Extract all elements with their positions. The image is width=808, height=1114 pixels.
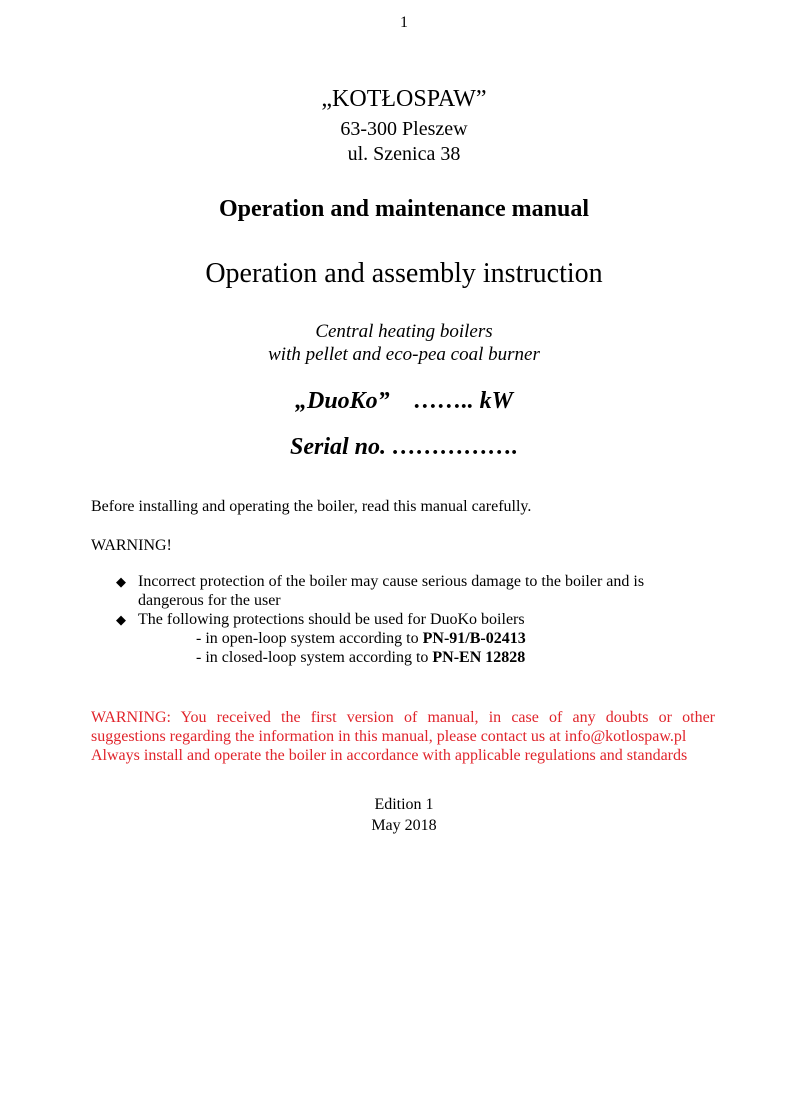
list-item-line: dangerous for the user [138,592,281,609]
edition-date: May 2018 [371,817,437,834]
model-power: …….. kW [413,388,514,414]
warning-label: WARNING! [91,537,172,554]
red-warning-line-1: WARNING: You received the first version of manual, in case of any doubts or other [91,709,715,726]
model-line [0,388,808,415]
sub-list-item [138,648,716,667]
sub-item-text: - in closed-loop system according to [196,649,433,666]
list-item-line: The following protections should be used for DuoKo boilers [138,611,525,628]
page-number: 1 [400,14,408,31]
list-item [116,572,716,610]
diamond-bullet-icon: ◆ [116,574,126,589]
subtitle-line-2: with pellet and eco-pea coal burner [268,344,540,365]
company-name: „KOTŁOSPAW” [321,86,487,112]
standard-code: PN-EN 12828 [432,649,526,666]
red-warning-line-3: Always install and operate the boiler in accordance with applicable regulations and standards [91,747,688,764]
sub-list-item [138,629,716,648]
protection-list [116,572,716,667]
edition: Edition 1 [374,796,434,813]
red-warning-notice [91,708,715,765]
subtitle-line-1: Central heating boilers [315,321,493,342]
list-item-line: Incorrect protection of the boiler may cause serious damage to the boiler and is [138,573,645,590]
list-item [116,610,716,667]
main-title: Operation and maintenance manual [218,196,590,222]
red-warning-line-2: suggestions regarding the information in this manual, please contact us at info@kotlospaw.pl [91,728,687,745]
secondary-title: Operation and assembly instruction [205,258,603,289]
intro-text: Before installing and operating the boiler, read this manual carefully. [91,498,532,515]
address-line-1: 63-300 Pleszew [340,118,468,140]
address-line-2: ul. Szenica 38 [347,143,461,165]
serial-number: Serial no. ……………. [289,434,519,460]
model-name: „DuoKo” [294,388,390,414]
standard-code: PN-91/B-02413 [422,630,526,647]
sub-item-text: - in open-loop system according to [196,630,423,647]
diamond-bullet-icon: ◆ [116,612,126,627]
